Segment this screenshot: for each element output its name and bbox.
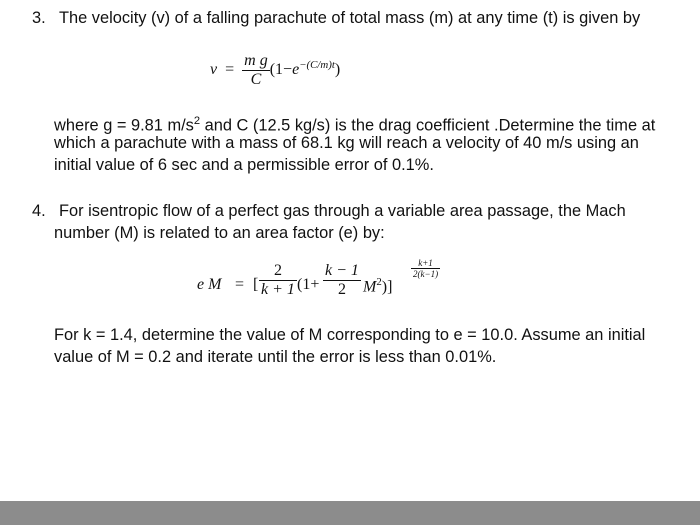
frac1-numerator: 2 <box>273 262 282 279</box>
mg-over-c-fraction <box>242 52 270 89</box>
frac2-numerator: k − 1 <box>325 262 359 279</box>
em-symbol: e M <box>197 276 222 293</box>
mach-sup: 2 <box>376 276 382 288</box>
bracket-open: [ <box>253 276 259 293</box>
paren-open: (1 <box>269 61 284 79</box>
problem-4-body-line-2: value of M = 0.2 and iterate until the error is less than 0.01%. <box>54 348 497 366</box>
problem-3-number: 3. <box>32 9 46 27</box>
equals-sign: = <box>235 276 245 293</box>
mach-squared <box>363 276 392 296</box>
fraction-denominator: C <box>242 70 270 89</box>
velocity-symbol: v <box>210 61 218 79</box>
exp-base: e <box>292 61 300 79</box>
paren-bracket-close: )] <box>381 278 393 296</box>
minus-sign: − <box>283 61 293 79</box>
problem-3-body-line-1 <box>54 111 655 135</box>
outer-exponent-fraction <box>411 258 440 279</box>
body-text-b: and C (12.5 kg/s) is the drag coefficient .Determine the time at <box>200 116 656 135</box>
problem-4-statement-line-1: For isentropic flow of a perfect gas through a variable area passage, the Mach <box>59 202 626 220</box>
k-minus-1-over-2-fraction <box>323 262 361 299</box>
problem-4-number: 4. <box>32 202 46 220</box>
squared-superscript: 2 <box>193 115 201 127</box>
problem-3-body-line-3: initial value of 6 sec and a permissible error of 0.1%. <box>54 156 434 174</box>
problem-4-body-line-1: For k = 1.4, determine the value of M corresponding to e = 10.0. Assume an initial <box>54 326 646 344</box>
frac2-denominator: 2 <box>323 280 361 299</box>
paren-open: (1+ <box>297 276 320 293</box>
mach-var: M <box>363 278 377 296</box>
problem-3-statement: The velocity (v) of a falling parachute of total mass (m) at any time (t) is given by <box>59 9 641 27</box>
fraction-numerator: m g <box>244 52 268 69</box>
problem-4-statement-line-2: number (M) is related to an area factor (e) by: <box>54 224 385 242</box>
exp-denominator: 2(k−1) <box>413 269 439 279</box>
equals-sign: = <box>225 61 235 79</box>
exp-numerator: k+1 <box>418 258 433 268</box>
paren-close: ) <box>334 61 341 79</box>
velocity-equation <box>210 52 340 89</box>
two-over-k-plus-1-fraction <box>259 262 297 299</box>
problem-3-body-line-2: which a parachute with a mass of 68.1 kg will reach a velocity of 40 m/s using an <box>54 134 639 152</box>
footer-bar <box>0 501 700 525</box>
exp-exponent: −(C/m)t <box>299 58 335 71</box>
frac1-denominator: k + 1 <box>261 281 295 298</box>
body-text-a: where g = 9.81 m/s <box>54 116 194 135</box>
